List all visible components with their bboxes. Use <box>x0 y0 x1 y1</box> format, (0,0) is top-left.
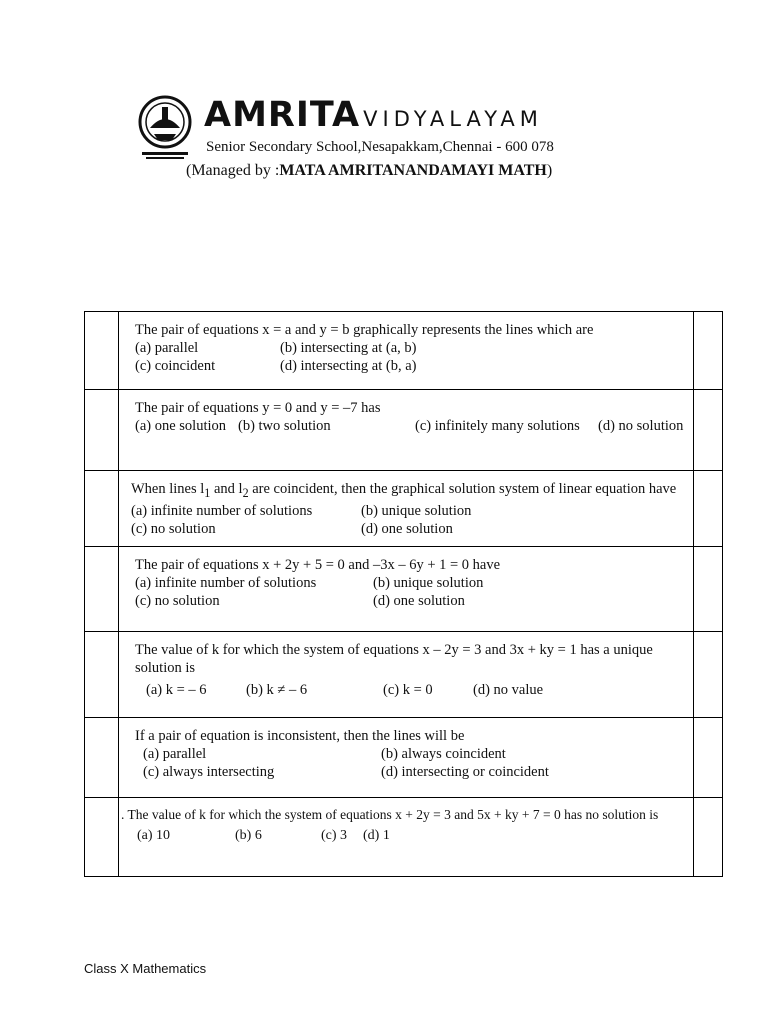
school-address: Senior Secondary School,Nesapakkam,Chennai - 600 078 <box>206 139 554 155</box>
brand-main: AMRITA <box>204 95 361 135</box>
question-number-cell <box>85 312 119 390</box>
question-stem: If a pair of equation is inconsistent, then the lines will be <box>135 727 465 744</box>
question-stem: . The value of k for which the system of equations x + 2y = 3 and 5x + ky + 7 = 0 has no solution is <box>121 806 659 822</box>
questions-table <box>84 311 723 877</box>
school-name <box>204 95 543 135</box>
option: (b) 6 <box>235 827 262 843</box>
question-cell <box>119 390 694 471</box>
option: (b) always coincident <box>381 745 506 762</box>
option: (a) parallel <box>143 745 207 762</box>
footer-text: Class X Mathematics <box>84 961 207 976</box>
option: (c) k = 0 <box>383 681 433 698</box>
option: (c) coincident <box>135 358 216 374</box>
marks-cell <box>694 797 723 876</box>
question-options <box>135 339 687 375</box>
question-number-cell <box>85 546 119 631</box>
question-cell <box>119 546 694 631</box>
question-row <box>85 546 723 631</box>
option: (b) k ≠ – 6 <box>246 681 308 698</box>
option: (b) unique solution <box>373 574 484 591</box>
question-number-cell <box>85 717 119 797</box>
question-row <box>85 631 723 717</box>
option: (c) no solution <box>135 592 220 609</box>
question-options <box>135 574 687 610</box>
question-cell <box>119 717 694 797</box>
question-options <box>131 502 687 538</box>
option: (c) no solution <box>131 520 216 537</box>
option: (c) always intersecting <box>143 763 275 780</box>
option: (c) 3 <box>321 827 348 843</box>
question-number-cell <box>85 631 119 717</box>
option: (a) infinite number of solutions <box>135 574 317 591</box>
managed-by: (Managed by :MATA AMRITANANDAMAYI MATH) <box>186 162 553 179</box>
question-cell <box>119 797 694 876</box>
question-options <box>135 745 687 781</box>
question-stem: The pair of equations x = a and y = b graphically represents the lines which are <box>135 322 594 338</box>
option: (b) intersecting at (a, b) <box>280 340 417 356</box>
option: (d) no value <box>473 681 544 698</box>
option: (b) unique solution <box>361 502 472 519</box>
option: (a) infinite number of solutions <box>131 502 313 519</box>
question-options <box>121 827 687 845</box>
option: (c) infinitely many solutions <box>415 418 580 434</box>
option: (d) no solution <box>598 418 684 434</box>
option: (a) one solution <box>135 418 227 434</box>
school-emblem-icon <box>134 94 196 162</box>
option: (d) 1 <box>363 827 390 843</box>
question-stem: The pair of equations x + 2y + 5 = 0 and –3x – 6y + 1 = 0 have <box>135 556 501 573</box>
question-number-cell <box>85 390 119 471</box>
marks-cell <box>694 717 723 797</box>
question-row <box>85 717 723 797</box>
question-stem: When lines $l_1$ and $l_2$ are coincident, then the graphical solution system of linear equation have <box>131 481 677 500</box>
question-options <box>135 681 687 699</box>
option: (b) two solution <box>238 418 331 434</box>
option: (a) parallel <box>135 340 199 356</box>
school-header <box>134 92 614 187</box>
question-cell <box>119 471 694 547</box>
option: (a) k = – 6 <box>146 681 207 698</box>
option: (d) intersecting or coincident <box>381 763 549 780</box>
question-cell <box>119 631 694 717</box>
question-row <box>85 390 723 471</box>
marks-cell <box>694 631 723 717</box>
question-cell <box>119 312 694 390</box>
marks-cell <box>694 312 723 390</box>
marks-cell <box>694 546 723 631</box>
option: (d) one solution <box>361 520 453 537</box>
option: (d) intersecting at (b, a) <box>280 358 417 374</box>
option: (d) one solution <box>373 592 465 609</box>
marks-cell <box>694 471 723 547</box>
question-stem: The pair of equations y = 0 and y = –7 has <box>135 400 381 416</box>
question-number-cell <box>85 471 119 547</box>
question-row <box>85 312 723 390</box>
question-stem: The value of k for which the system of equations x – 2y = 3 and 3x + ky = 1 has a unique solution is <box>135 641 653 676</box>
brand-sub: VIDYALAYAM <box>363 107 543 131</box>
question-number-cell <box>85 797 119 876</box>
question-row <box>85 797 723 876</box>
question-options <box>135 417 687 435</box>
option: (a) 10 <box>137 827 171 843</box>
managing-body: MATA AMRITANANDAMAYI MATH <box>279 162 547 179</box>
marks-cell <box>694 390 723 471</box>
question-row <box>85 471 723 547</box>
